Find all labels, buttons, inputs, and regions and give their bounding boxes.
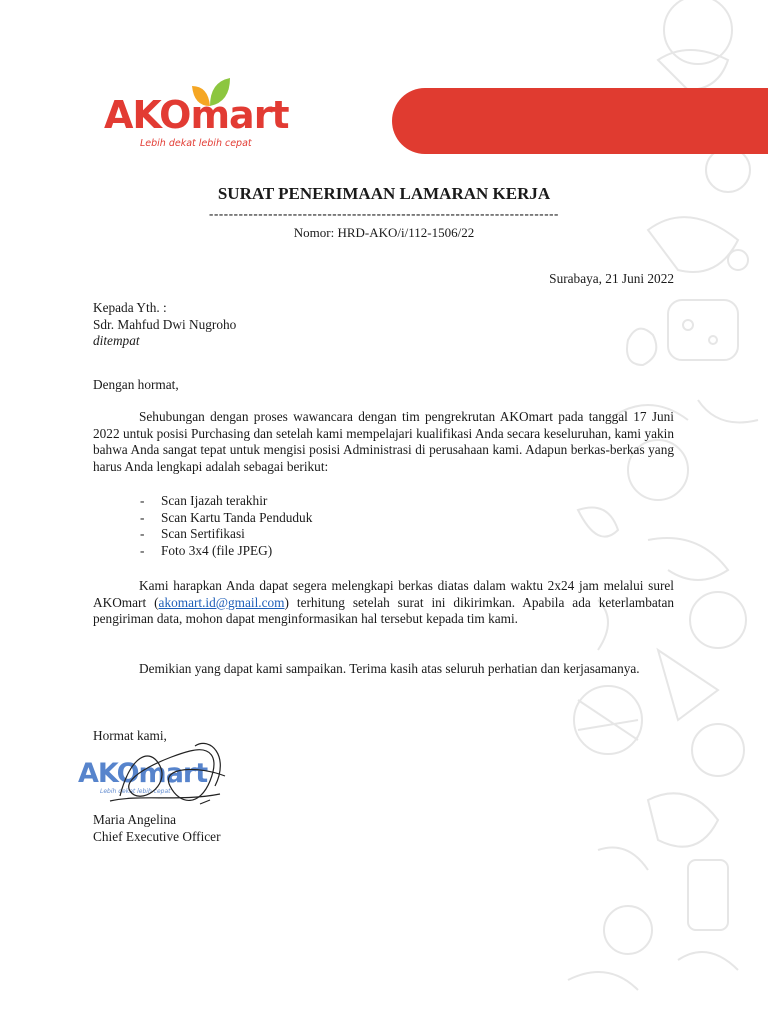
paragraph-closing: Demikian yang dapat kami sampaikan. Terima kasih atas seluruh perhatian dan kerjasamanya. xyxy=(139,661,640,676)
list-bullet: - xyxy=(140,526,145,542)
list-item-text: Scan Kartu Tanda Penduduk xyxy=(161,509,313,525)
list-item xyxy=(93,493,674,510)
list-bullet: - xyxy=(140,542,145,558)
signer-title: Chief Executive Officer xyxy=(93,828,221,844)
recipient-to: Kepada Yth. : xyxy=(93,300,167,315)
recipient-name: Sdr. Mahfud Dwi Nugroho xyxy=(93,316,237,332)
logo-brand: AKOmart xyxy=(104,93,289,137)
list-item-text: Scan Ijazah terakhir xyxy=(161,493,268,508)
requirements-list xyxy=(93,493,674,559)
list-bullet: - xyxy=(140,509,145,525)
signer-block xyxy=(93,812,674,845)
paragraph-instructions xyxy=(93,578,674,628)
paragraph-instructions-end: ) terhitung setelah surat ini dikirimkan. Apabila ada keterlambatan pengiriman data, mohon dapat menginformasikan hal tersebut kepada tim kami. xyxy=(93,594,674,627)
letter-date: Surabaya, 21 Juni 2022 xyxy=(549,271,674,286)
list-item xyxy=(93,526,674,543)
paragraph-instructions-start: Kami harapkan Anda dapat segera melengkapi berkas diatas dalam waktu 2x24 jam melalui surel AKOmart ( xyxy=(93,578,674,610)
recipient-place: ditempat xyxy=(93,333,140,349)
paragraph-intro: Sehubungan dengan proses wawancara dengan tim pengrekrutan AKOmart pada tanggal 17 Juni 2022 untuk posisi Purchasing dan setelah kami mempelajari kualifikasi Anda secara keseluruhan, kami yakin bahwa Anda sangat tepat untuk mengisi posisi Administrasi di perusahaan kami. Adapun berkas-berkas yang harus Anda lengkapi adalah sebagai berikut: xyxy=(93,409,674,474)
akomart-logo xyxy=(104,76,324,156)
title-rule: ----------------------------------------------------------------------- xyxy=(209,206,559,221)
recipient-block xyxy=(93,300,674,350)
stamp-tagline: Lebih dekat lebih cepat xyxy=(100,788,171,795)
letter-number: Nomor: HRD-AKO/i/112-1506/22 xyxy=(293,225,475,240)
salutation: Dengan hormat, xyxy=(93,377,179,392)
closing-salutation: Hormat kami, xyxy=(93,728,167,743)
header-red-band xyxy=(392,88,768,154)
list-item xyxy=(93,543,674,560)
email-link[interactable]: akomart.id@gmail.com xyxy=(158,594,285,610)
signer-name: Maria Angelina xyxy=(93,812,177,827)
list-item-text: Scan Sertifikasi xyxy=(161,526,245,542)
letter-title: SURAT PENERIMAAN LAMARAN KERJA xyxy=(217,184,551,203)
signature xyxy=(100,736,240,816)
list-item-text: Foto 3x4 (file JPEG) xyxy=(161,542,273,558)
stamp-brand: AKOmart xyxy=(78,758,208,789)
list-bullet: - xyxy=(140,493,145,508)
logo-tagline: Lebih dekat lebih cepat xyxy=(140,138,252,149)
list-item xyxy=(93,510,674,527)
